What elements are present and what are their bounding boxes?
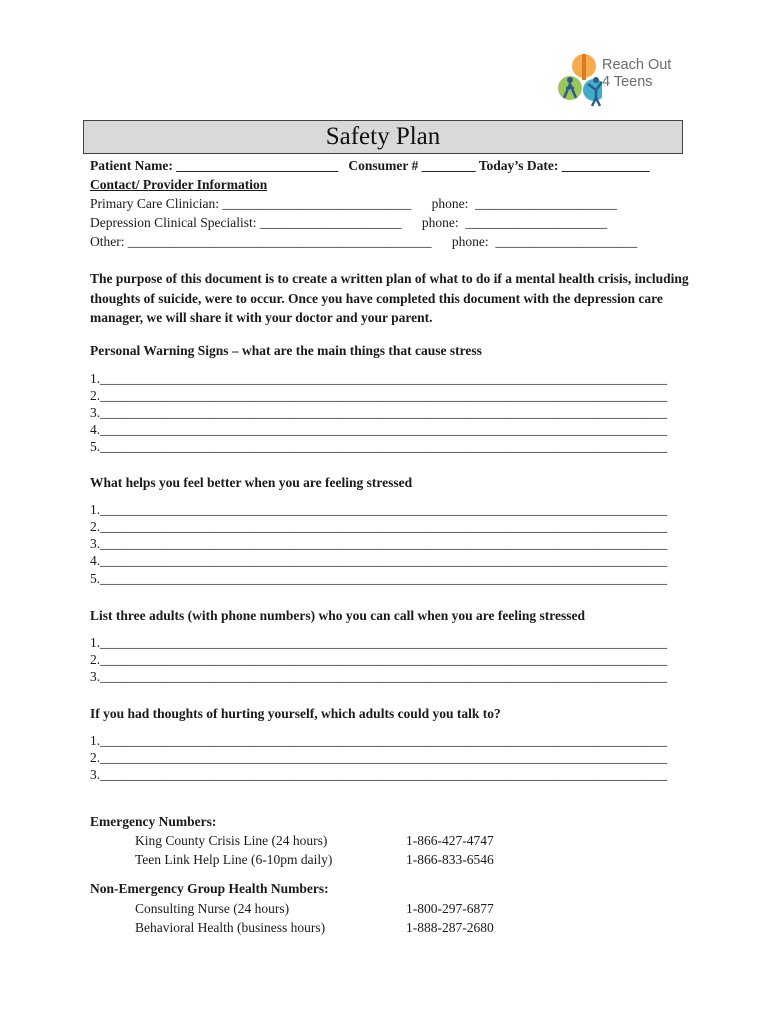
other-provider-row: Other: _____________________________________________ phone: _____________________: [90, 234, 638, 249]
feel-better-heading: What helps you feel better when you are feeling stressed: [90, 475, 413, 490]
crisis-line-name: King County Crisis Line (24 hours): [135, 833, 328, 848]
form-line: 3.____________________________________________________________________________________: [90, 405, 668, 420]
form-line: 4.____________________________________________________________________________________: [90, 553, 668, 568]
behavioral-health-phone: 1-888-287-2680: [406, 920, 494, 935]
form-line: 1.____________________________________________________________________________________: [90, 371, 668, 386]
logo-wordmark: Reach Out 4 Teens: [602, 57, 672, 90]
primary-care-row: Primary Care Clinician: ____________________________ phone: _____________________: [90, 196, 617, 211]
reach-out-4-teens-logo: [556, 50, 686, 110]
depression-specialist-row: Depression Clinical Specialist: _____________________ phone: _____________________: [90, 215, 608, 230]
contact-heading: Contact/ Provider Information: [90, 177, 268, 192]
form-line: 1.____________________________________________________________________________________: [90, 733, 668, 748]
non-emergency-numbers-heading: Non-Emergency Group Health Numbers:: [90, 881, 329, 896]
logo-figures-icon: [556, 50, 602, 108]
crisis-line-phone: 1-866-427-4747: [406, 833, 494, 848]
form-line: 1.____________________________________________________________________________________: [90, 502, 668, 517]
form-line: 5.____________________________________________________________________________________: [90, 439, 668, 454]
form-line: 2.____________________________________________________________________________________: [90, 519, 668, 534]
hurting-yourself-heading: If you had thoughts of hurting yourself, which adults could you talk to?: [90, 706, 501, 721]
warning-signs-heading: Personal Warning Signs – what are the main things that cause stress: [90, 343, 482, 358]
purpose-paragraph: The purpose of this document is to create a written plan of what to do if a mental health crisis, including thoughts of suicide, were to occur. Once you have completed this document with the depression care manager, we will share it with your doctor and your parent.: [90, 271, 689, 325]
form-line: 2.____________________________________________________________________________________: [90, 750, 668, 765]
form-line: 1.____________________________________________________________________________________: [90, 635, 668, 650]
form-line: 3.____________________________________________________________________________________: [90, 767, 668, 782]
emergency-numbers-heading: Emergency Numbers:: [90, 814, 217, 829]
consulting-nurse-name: Consulting Nurse (24 hours): [135, 901, 290, 916]
teen-link-name: Teen Link Help Line (6-10pm daily): [135, 852, 333, 867]
teen-link-phone: 1-866-833-6546: [406, 852, 494, 867]
form-line: 3.____________________________________________________________________________________: [90, 669, 668, 684]
consulting-nurse-phone: 1-800-297-6877: [406, 901, 494, 916]
form-line: 3.____________________________________________________________________________________: [90, 536, 668, 551]
form-line: 2.____________________________________________________________________________________: [90, 652, 668, 667]
page-title: Safety Plan: [83, 120, 683, 154]
form-line: 5.____________________________________________________________________________________: [90, 571, 668, 586]
form-line: 4.____________________________________________________________________________________: [90, 422, 668, 437]
adults-to-call-heading: List three adults (with phone numbers) who you can call when you are feeling stressed: [90, 608, 586, 623]
form-line: 2.____________________________________________________________________________________: [90, 388, 668, 403]
patient-info-row: Patient Name: ________________________ Consumer # ________ Today’s Date: _____________: [90, 158, 650, 173]
behavioral-health-name: Behavioral Health (business hours): [135, 920, 326, 935]
